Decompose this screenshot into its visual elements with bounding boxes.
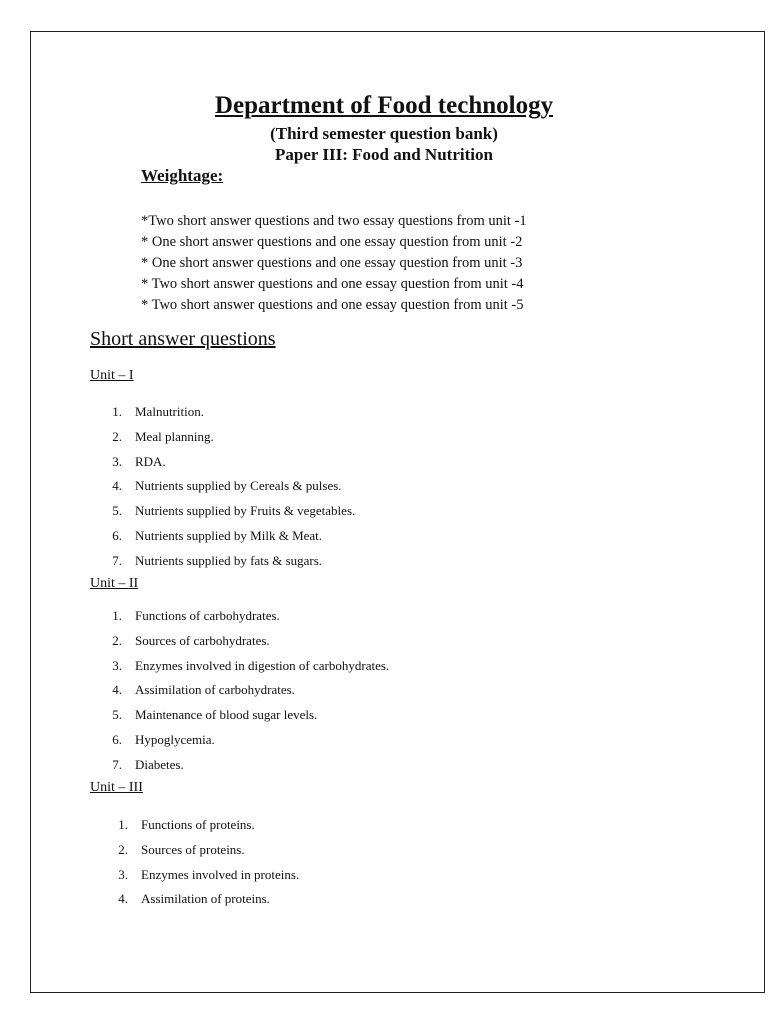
section-heading: Short answer questions — [90, 328, 276, 350]
question-text: Assimilation of proteins. — [141, 891, 270, 907]
question-number: 3. — [112, 453, 122, 469]
page-subtitle: (Third semester question bank) — [270, 124, 498, 143]
question-text: Nutrients supplied by Milk & Meat. — [135, 527, 323, 543]
unit-heading: Unit – III — [90, 780, 143, 795]
question-number: 1. — [112, 608, 122, 623]
question-text: Nutrients supplied by fats & sugars. — [135, 552, 323, 568]
question-number: 7. — [112, 756, 122, 772]
question-text: Diabetes. — [135, 756, 184, 772]
question-text: Functions of carbohydrates. — [135, 608, 280, 623]
weightage-item: * One short answer questions and one essay question from unit -3 — [141, 255, 523, 271]
question-number: 3. — [112, 657, 122, 673]
question-number: 2. — [118, 841, 128, 857]
question-number: 6. — [112, 731, 122, 747]
weightage-label: Weightage: — [141, 166, 224, 185]
weightage-list — [141, 211, 527, 316]
question-number: 1. — [118, 817, 128, 832]
question-number: 4. — [112, 682, 122, 698]
page-title: Department of Food technology — [214, 92, 554, 119]
question-text: Sources of proteins. — [141, 841, 245, 857]
question-text: Hypoglycemia. — [135, 731, 215, 747]
question-number: 5. — [112, 707, 122, 723]
question-text: Enzymes involved in proteins. — [141, 866, 300, 882]
question-number: 6. — [112, 527, 122, 543]
question-number: 3. — [118, 866, 128, 882]
question-number: 4. — [112, 478, 122, 494]
weightage-item: * Two short answer questions and one essay question from unit -5 — [141, 297, 524, 313]
question-text: Sources of carbohydrates. — [135, 632, 270, 648]
question-text: Nutrients supplied by Fruits & vegetables. — [135, 503, 356, 519]
question-text: Functions of proteins. — [141, 817, 255, 832]
question-number: 5. — [112, 503, 122, 519]
question-number: 2. — [112, 428, 122, 444]
question-text: Maintenance of blood sugar levels. — [135, 707, 318, 723]
question-text: Malnutrition. — [135, 404, 204, 419]
question-number: 4. — [118, 891, 128, 907]
weightage-item: * One short answer questions and one essay question from unit -2 — [141, 234, 523, 250]
question-text: Meal planning. — [135, 428, 214, 444]
question-text: Enzymes involved in digestion of carbohydrates. — [135, 657, 390, 673]
weightage-item: * Two short answer questions and one essay question from unit -4 — [141, 276, 524, 292]
weightage-item: *Two short answer questions and two essay questions from unit -1 — [141, 213, 527, 229]
question-text: Assimilation of carbohydrates. — [135, 682, 295, 698]
unit-heading: Unit – I — [90, 368, 134, 383]
question-text: Nutrients supplied by Cereals & pulses. — [135, 478, 342, 494]
question-number: 2. — [112, 632, 122, 648]
unit-heading: Unit – II — [90, 576, 139, 591]
question-number: 7. — [112, 552, 122, 568]
paper-title: Paper III: Food and Nutrition — [275, 145, 493, 164]
question-text: RDA. — [135, 453, 166, 469]
question-number: 1. — [112, 404, 122, 419]
